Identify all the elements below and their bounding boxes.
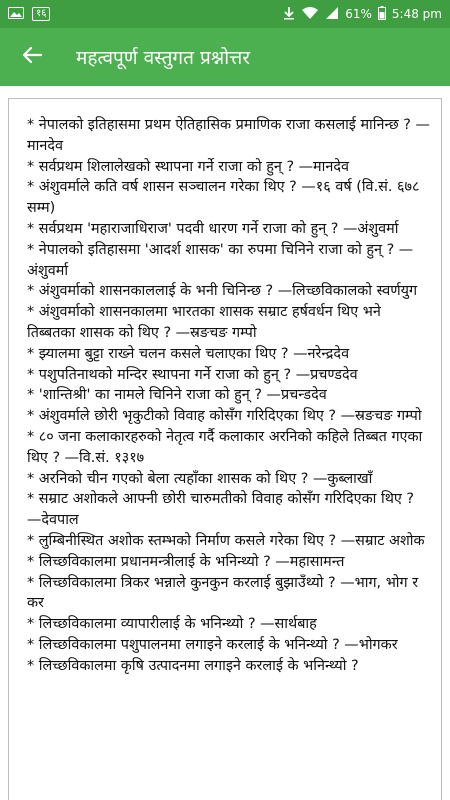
list-item: * 'शान्तिश्री' का नामले चिनिने राजा को हुन्‌ ? —प्रचन्डदेव — [27, 387, 327, 404]
battery-percent: 61% — [345, 7, 372, 21]
image-icon — [8, 7, 24, 22]
battery-icon — [378, 6, 386, 23]
arrow-left-icon — [22, 46, 42, 68]
list-item: * लिच्छविकालमा प्रधानमन्त्रीलाई के भनिन्थ्यो ? —महासामन्त — [27, 553, 345, 570]
notification-icon — [32, 7, 50, 21]
status-left — [8, 7, 50, 22]
list-item: * लिच्छविकालमा पशुपालनमा लगाइने करलाई के भनिन्थ्यो ? —भोगकर — [27, 636, 398, 653]
qa-list — [27, 115, 431, 677]
notification-count: १६ — [36, 8, 47, 19]
list-item: * लिच्छविकालमा कृषि उत्पादनमा लगाइने करलाई के भनिन्थ्यो ? — [27, 657, 359, 674]
list-item: * नेपालको इतिहासमा 'आदर्श शासक' का रुपमा चिनिने राजा को हुन्‌ ? —अंशुवर्मा — [27, 241, 414, 279]
page-title: महत्वपूर्ण वस्तुगत प्रश्नोत्तर — [76, 47, 251, 69]
list-item: * ८० जना कलाकारहरुको नेतृत्व गर्दै कलाकार अरनिको कहिले तिब्बत गएका थिए ? —वि.सं. १३१७ — [27, 428, 423, 466]
list-item: * झ्यालमा बुट्टा राख्ने चलन कसले चलाएका थिए ? —नरेन्द्रदेव — [27, 345, 350, 362]
list-item: * सर्वप्रथम 'महाराजाधिराज' पदवी धारण गर्ने राजा को हुन्‌ ? —अंशुवर्मा — [27, 220, 399, 237]
list-item: * अंशुवर्माले छोरी भृकुटीको विवाह कोसँग गरिदिएका थिए ? —स्रङचङ गम्पो — [27, 408, 422, 425]
list-item: * नेपालको इतिहासमा प्रथम ऐतिहासिक प्रमाणिक राजा कसलाई मानिन्छ ? —मानदेव — [27, 117, 430, 154]
list-item: * पशुपतिनाथको मन्दिर स्थापना गर्ने राजा को हुन्‌ ? —प्रचण्डदेव — [27, 366, 358, 383]
back-button[interactable] — [16, 41, 48, 73]
status-bar — [0, 0, 450, 28]
clock: 5:48 pm — [391, 7, 442, 21]
list-item: * अरनिको चीन गएको बेला त्यहाँका शासक को थिए ? —कुब्लाखाँ — [27, 470, 373, 487]
list-item: * लिच्छविकालमा व्यापारीलाई के भनिन्थ्यो ? —सार्थबाह — [27, 616, 317, 633]
wifi-icon — [301, 6, 319, 23]
list-item: * अंशुवर्माको शासनकालमा भारतका शासक सम्राट हर्षवर्धन थिए भने तिब्बतका शासक को थिए ? —स्रङचङ गम्पो — [27, 304, 381, 341]
list-item: * लुम्बिनीस्थित अशोक स्तम्भको निर्माण कसले गरेका थिए ? —सम्राट अशोक — [27, 532, 425, 549]
list-item: * अंशुवर्माले कति वर्ष शासन सञ्चालन गरेका थिए ? —१६ वर्ष (वि.सं. ६७८ सम्म) — [27, 179, 420, 217]
list-item: * सम्राट अशोकले आफ्नी छोरी चारुमतीको विवाह कोसँग गरिदिएका थिए ? —देवपाल — [27, 491, 415, 529]
list-item: * सर्वप्रथम शिलालेखको स्थापना गर्ने राजा को हुन्‌ ? —मानदेव — [27, 158, 350, 175]
signal-icon — [325, 6, 339, 23]
list-item: * अंशुवर्माको शासनकाललाई के भनी चिनिन्छ ? —लिच्छविकालको स्वर्णयुग — [27, 283, 418, 300]
download-icon — [283, 6, 295, 23]
status-right — [283, 6, 442, 23]
app-bar — [0, 28, 450, 86]
content-panel[interactable] — [8, 98, 442, 800]
list-item: * लिच्छविकालमा त्रिकर भन्नाले कुनकुन करलाई बुझाउँथ्यो ? —भाग, भोग र कर — [27, 574, 419, 612]
